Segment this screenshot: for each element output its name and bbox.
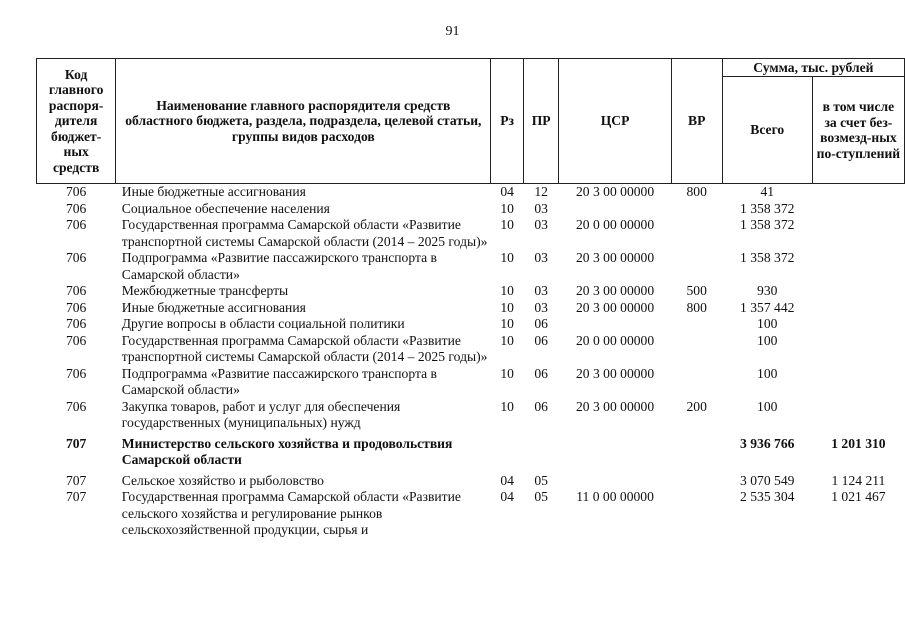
- cell-code: 706: [65, 398, 87, 414]
- cell-csr: 20 3 00 00000: [575, 365, 655, 381]
- cell-rz: 10: [500, 398, 514, 414]
- cell-free: [812, 217, 904, 250]
- cell-code: 707: [65, 472, 87, 488]
- table-row: [37, 283, 905, 300]
- header-free: в том числе за счет без-возмезд-ных по-ступлений: [812, 77, 904, 184]
- cell-total: 3 936 766: [740, 435, 795, 451]
- cell-free: 1 124 211: [831, 472, 886, 488]
- cell-vr: [671, 333, 722, 366]
- cell-rz: 10: [500, 217, 514, 232]
- cell-free: [812, 399, 904, 432]
- cell-code: 707: [65, 489, 87, 504]
- cell-pr: 05: [534, 489, 548, 504]
- cell-name: Министерство сельского хозяйства и продовольствия Самарской области: [121, 435, 453, 467]
- cell-total: 41: [760, 184, 775, 199]
- cell-total: 930: [757, 283, 778, 298]
- table-row: [37, 366, 905, 399]
- cell-vr: 800: [686, 299, 707, 315]
- cell-csr: 11 0 00 00000: [576, 489, 654, 504]
- cell-name: Государственная программа Самарской области «Развитие сельского хозяйства и регулирование рынков сельскохозяйственной продукции, сырья и: [121, 489, 461, 537]
- cell-pr: 06: [534, 398, 548, 414]
- cell-csr: 20 0 00 00000: [575, 332, 655, 348]
- cell-vr: [671, 366, 722, 399]
- table-row-section: [37, 432, 905, 473]
- header-code: Код главного распоря-дителя бюджет-ных средств: [37, 59, 116, 184]
- table-row: [37, 184, 905, 201]
- cell-pr: 12: [534, 184, 548, 199]
- cell-pr: 03: [534, 217, 548, 232]
- cell-name: Иные бюджетные ассигнования: [121, 299, 306, 315]
- cell-rz: 10: [500, 332, 514, 348]
- cell-total: 100: [757, 365, 778, 381]
- cell-pr: 06: [534, 332, 548, 348]
- cell-free: [812, 316, 904, 333]
- cell-total: 1 358 372: [740, 250, 795, 265]
- cell-rz: 10: [500, 299, 514, 315]
- cell-rz: [491, 432, 523, 473]
- cell-csr: [559, 473, 671, 490]
- cell-name: Государственная программа Самарской области «Развитие транспортной системы Самарской области (2014 – 2025 годы)»: [121, 332, 488, 364]
- table-row: [37, 489, 905, 539]
- cell-name: Сельское хозяйство и рыболовство: [121, 472, 324, 488]
- cell-vr: 800: [686, 184, 707, 199]
- cell-pr: 03: [534, 299, 548, 315]
- cell-csr: 20 3 00 00000: [575, 184, 655, 199]
- cell-code: 706: [65, 316, 87, 331]
- cell-rz: 10: [500, 200, 514, 216]
- cell-name: Подпрограмма «Развитие пассажирского транспорта в Самарской области»: [121, 250, 437, 282]
- cell-vr: 200: [686, 398, 707, 414]
- table-row: [37, 201, 905, 218]
- header-vr: ВР: [671, 59, 722, 184]
- cell-free: 1 201 310: [831, 435, 886, 451]
- page-number: 91: [445, 24, 460, 39]
- cell-free: [812, 366, 904, 399]
- cell-name: Закупка товаров, работ и услуг для обеспечения государственных (муниципальных) нужд: [121, 398, 401, 430]
- table-row: [37, 217, 905, 250]
- table-row: [37, 250, 905, 283]
- cell-code: 707: [65, 435, 87, 451]
- header-total: Всего: [722, 77, 812, 184]
- header-pr: ПР: [523, 59, 559, 184]
- cell-pr: [523, 432, 559, 473]
- cell-name: Государственная программа Самарской области «Развитие транспортной системы Самарской области (2014 – 2025 годы)»: [121, 217, 488, 249]
- cell-csr: 20 3 00 00000: [575, 299, 655, 315]
- cell-vr: [671, 217, 722, 250]
- cell-vr: [671, 473, 722, 490]
- budget-table: [36, 58, 905, 539]
- cell-rz: 10: [500, 365, 514, 381]
- cell-pr: 06: [534, 365, 548, 381]
- cell-csr: [559, 316, 671, 333]
- cell-total: 1 358 372: [740, 200, 795, 216]
- cell-rz: 10: [500, 316, 514, 331]
- cell-rz: 04: [500, 184, 514, 199]
- cell-csr: [559, 201, 671, 218]
- cell-free: [812, 201, 904, 218]
- cell-code: 706: [65, 365, 87, 381]
- cell-total: 100: [757, 398, 778, 414]
- cell-free: [812, 184, 904, 201]
- cell-code: 706: [65, 299, 87, 315]
- cell-vr: [671, 316, 722, 333]
- table-body: [37, 184, 905, 539]
- cell-total: 1 358 372: [740, 217, 795, 232]
- cell-total: 3 070 549: [740, 472, 795, 488]
- cell-free: [812, 283, 904, 300]
- cell-pr: 03: [534, 250, 548, 265]
- cell-code: 706: [65, 283, 87, 298]
- cell-vr: [671, 201, 722, 218]
- cell-total: 100: [757, 316, 778, 331]
- cell-rz: 04: [500, 489, 514, 504]
- cell-total: 100: [757, 332, 778, 348]
- cell-rz: 04: [500, 472, 514, 488]
- cell-pr: 03: [534, 283, 548, 298]
- cell-csr: 20 3 00 00000: [575, 398, 655, 414]
- header-csr: ЦСР: [559, 59, 671, 184]
- cell-csr: 20 3 00 00000: [575, 250, 655, 265]
- cell-code: 706: [65, 200, 87, 216]
- cell-free: [812, 333, 904, 366]
- cell-free: 1 021 467: [831, 489, 886, 504]
- cell-vr: [671, 432, 722, 473]
- cell-csr: [559, 432, 671, 473]
- table-row: [37, 473, 905, 490]
- table-row: [37, 300, 905, 317]
- cell-vr: [671, 489, 722, 539]
- cell-csr: 20 0 00 00000: [575, 217, 655, 232]
- cell-name: Иные бюджетные ассигнования: [121, 184, 306, 199]
- cell-code: 706: [65, 184, 87, 199]
- cell-name: Подпрограмма «Развитие пассажирского транспорта в Самарской области»: [121, 365, 437, 397]
- cell-csr: 20 3 00 00000: [575, 283, 655, 298]
- cell-code: 706: [65, 332, 87, 348]
- cell-pr: 05: [534, 472, 548, 488]
- cell-name: Межбюджетные трансферты: [121, 283, 289, 298]
- header-name: Наименование главного распорядителя средств областного бюджета, раздела, подраздела, целевой статьи, группы видов расходов: [116, 59, 491, 184]
- cell-vr: 500: [686, 283, 707, 298]
- cell-pr: 06: [534, 316, 548, 331]
- cell-vr: [671, 250, 722, 283]
- cell-total: 2 535 304: [740, 489, 795, 504]
- cell-code: 706: [65, 217, 87, 232]
- header-rz: Рз: [491, 59, 523, 184]
- table-row: [37, 399, 905, 432]
- cell-rz: 10: [500, 250, 514, 265]
- cell-rz: 10: [500, 283, 514, 298]
- cell-total: 1 357 442: [740, 299, 795, 315]
- table-row: [37, 316, 905, 333]
- cell-name: Социальное обеспечение населения: [121, 200, 330, 216]
- cell-name: Другие вопросы в области социальной политики: [121, 316, 405, 331]
- table-header: [37, 59, 905, 184]
- table-row: [37, 333, 905, 366]
- cell-pr: 03: [534, 200, 548, 216]
- cell-code: 706: [65, 250, 87, 265]
- header-sum-group: Сумма, тыс. рублей: [722, 59, 904, 77]
- cell-free: [812, 300, 904, 317]
- cell-free: [812, 250, 904, 283]
